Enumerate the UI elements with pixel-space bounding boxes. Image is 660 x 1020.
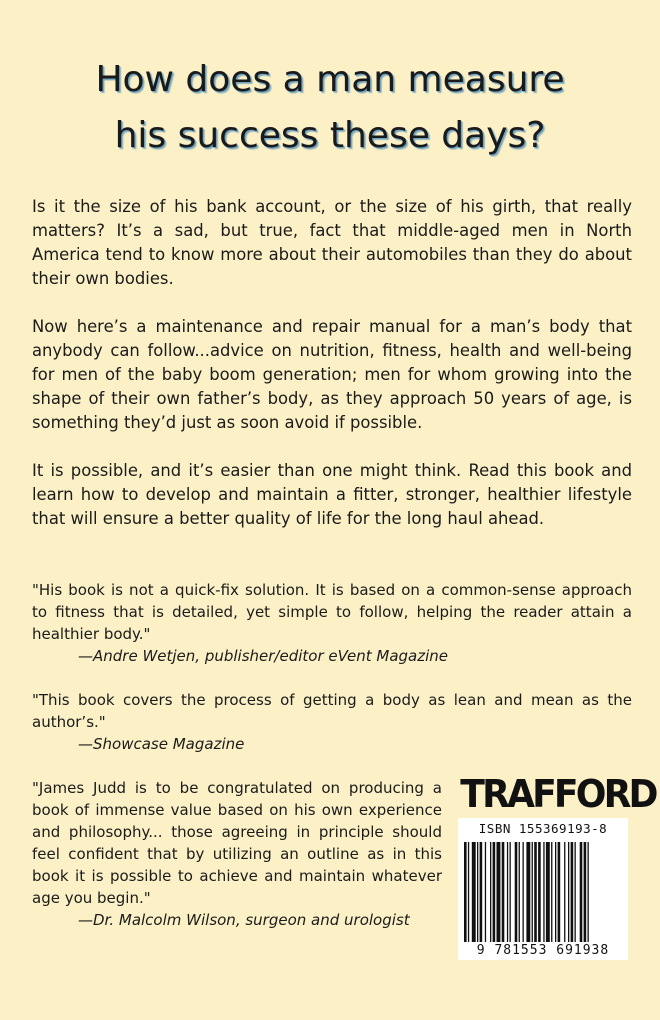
barcode-bar [464,842,467,946]
quote-attribution: —Dr. Malcolm Wilson, surgeon and urologist [78,911,410,929]
barcode-bar [584,842,587,946]
barcode-bar [546,842,550,946]
quote-text: "James Judd is to be congratulated on producing a book of immense value based on his own experience and philosophy... those agreeing in principle should feel confident that by utilizing an outline as in this book it is possible to achieve and maintain whatever age you begin." [32,779,442,907]
barcode-number: 9 781553 691938 [458,942,628,960]
barcode-bar [543,842,544,946]
headline-line-2: his success these days? [114,115,546,156]
quote-attribution: —Andre Wetjen, publisher/editor eVent Magazine [78,647,449,665]
barcode-bar [551,842,552,946]
barcode-bar [571,842,574,946]
barcode-bar [472,842,476,946]
barcode-bar [558,842,561,946]
barcode-bar [510,842,511,946]
barcode-bar [485,842,486,946]
headline-line-1: How does a man measure [95,59,565,100]
review-quote-1 [32,579,632,667]
barcode-bar [532,842,533,946]
barcode-bar [538,842,541,946]
barcode-bar [526,842,530,946]
barcode-bar [575,842,576,946]
body-paragraph-3: It is possible, and it’s easier than one might think. Read this book and learn how to develop and maintain a fitter, stronger, healthier lifestyle that will ensure a better quality of life for the long haul ahead. [32,461,632,528]
barcode-bar [568,842,569,946]
barcode-bar [493,842,496,946]
barcode-bar [588,842,589,946]
barcode-bar [477,842,478,946]
barcode-bar [580,842,583,946]
review-quote-3 [32,777,442,931]
isbn-barcode [458,818,628,960]
review-quote-2 [32,689,632,755]
body-paragraph-1: Is it the size of his bank account, or the size of his girth, that really matters? It’s a sad, but true, fact that middle-aged men in North America tend to know more about their automobiles than they do about their own bodies. [32,197,632,288]
barcode-bar [555,842,556,946]
barcode-bar [490,842,491,946]
quote-attribution: —Showcase Magazine [78,735,245,753]
barcode-bar [515,842,518,946]
body-paragraph-2: Now here’s a maintenance and repair manual for a man’s body that anybody can follow...advice on nutrition, fitness, health and well-being for men of the baby boom generation; men for whom growing into the shape of their own father’s body, as they approach 50 years of age, is something they’d just as soon avoid if possible. [32,317,632,432]
quote-text: "His book is not a quick-fix solution. It is based on a common-sense approach to fitness that is detailed, yet simple to follow, helping the reader attain a healthier body." [32,581,632,643]
barcode-bar [468,842,469,946]
barcode-bar [519,842,520,946]
barcode-bar [502,842,505,946]
barcode-bar [534,842,537,946]
quote-text: "This book covers the process of getting a body as lean and mean as the author’s." [32,691,632,731]
barcode-bar [480,842,483,946]
barcode-bar [564,842,565,946]
barcode-bar [523,842,524,946]
barcode-bar [507,842,508,946]
isbn-label: ISBN 155369193-8 [478,821,608,836]
publisher-logo: TRAFFORD [460,772,656,816]
barcode-bars [464,842,622,946]
barcode-bar [497,842,501,946]
headline [0,52,660,164]
